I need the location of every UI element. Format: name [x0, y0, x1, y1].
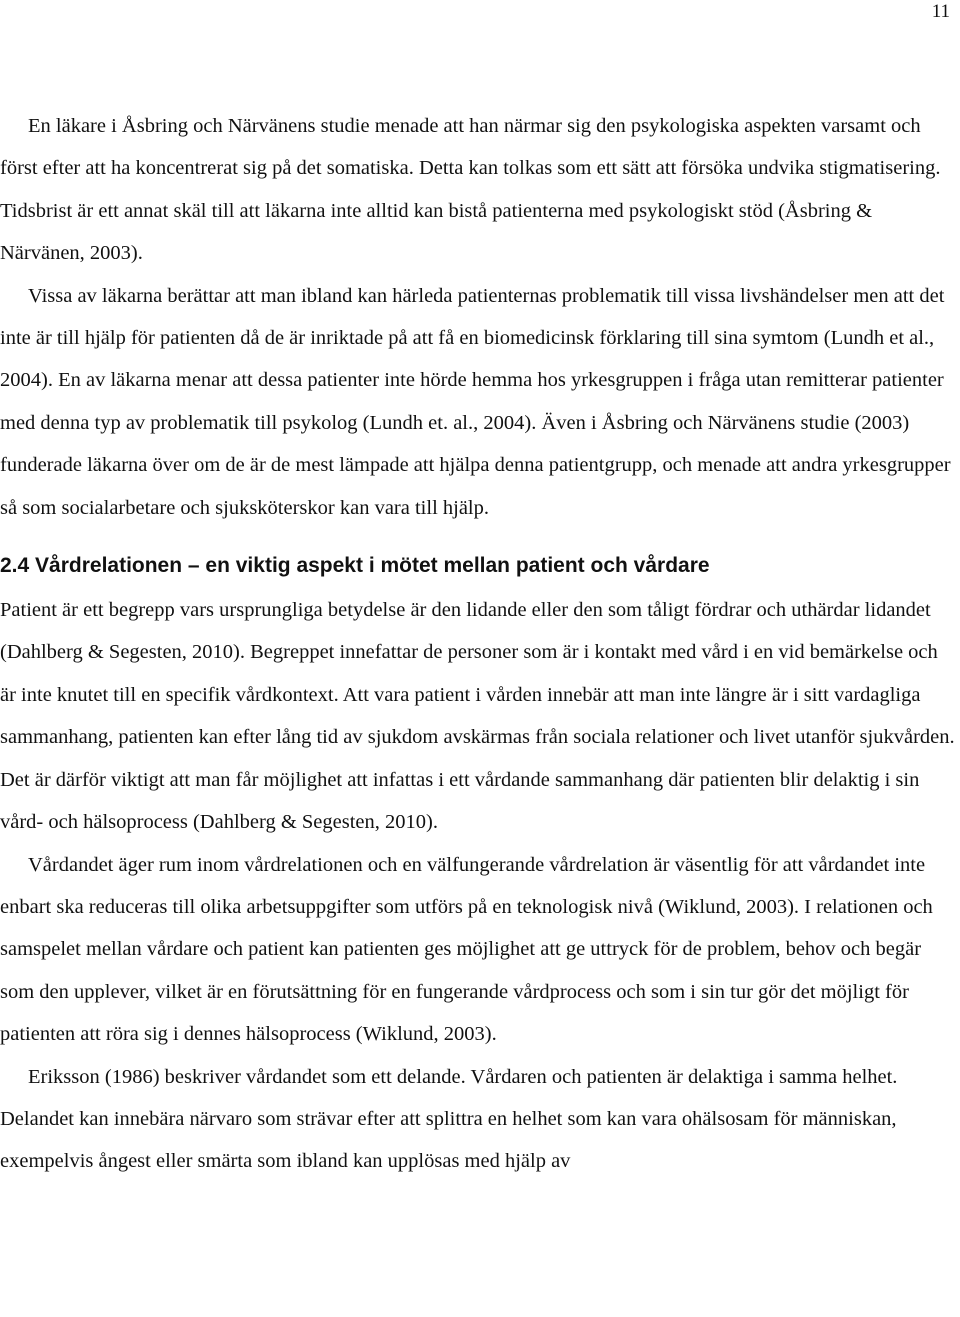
document-body — [0, 105, 955, 1183]
page-number: 11 — [931, 1, 950, 22]
paragraph-patient: Patient är ett begrepp vars ursprungliga betydelse är den lidande eller den som tåligt fördrar och uthärdar lidandet (Dahlberg & Segesten, 2010). Begreppet innefattar de personer som är i kontakt med vård i en vid bemärkelse och är inte knutet till en specifik vårdkontext. Att vara patient i vården innebär att man inte längre är i sitt vardagliga sammanhang, patienten kan efter lång tid av sjukdom avskärmas från sociala relationer och livet utanför sjukvården. Det är därför viktigt att man får möjlighet att infattas i ett vårdande sammanhang där patienten blir delaktig i sin vård- och hälsoprocess (Dahlberg & Segesten, 2010). — [0, 599, 955, 834]
paragraph-text-1: En läkare i Åsbring och Närvänens studie menade att han närmar sig den psykologiska aspekten varsamt och först efter att ha koncentrerat sig på det somatiska. Detta kan tolkas som ett sätt att försöka undvika stigmatisering. Tidsbrist är ett annat skäl till att läkarna inte alltid kan bistå patienterna med psykologiskt stöd (Åsbring & Närvänen, 2003). — [0, 115, 941, 265]
paragraph-eriksson: Eriksson (1986) beskriver vårdandet som ett delande. Vårdaren och patienten är delaktiga i samma helhet. Delandet kan innebära närvaro som strävar efter att splittra en helhet som kan vara ohälsosam för människan, exempelvis ångest eller smärta som ibland kan upplösas med hjälp av — [0, 1065, 898, 1173]
section-heading: 2.4 Vårdrelationen – en viktig aspekt i mötet mellan patient och vårdare — [0, 554, 710, 578]
paragraph-lakarna: Vissa av läkarna berättar att man ibland kan härleda patienternas problematik till vissa livshändelser men att det inte är till hjälp för patienten då de är inriktade på att få en biomedicinsk förklaring till sina symtom (Lundh et al., 2004). En av läkarna menar att dessa patienter inte hörde hemma hos yrkesgruppen i fråga utan remitterar patienter med denna typ av problematik till psykolog (Lundh et. al., 2004). Även i Åsbring och Närvänens studie (2003) funderade läkarna över om de är de mest lämpade att hjälpa denna patientgrupp, och menade att andra yrkesgrupper så som socialarbetare och sjuksköterskor kan vara till hjälp. — [0, 284, 951, 519]
paragraph-asbring-study — [0, 105, 955, 275]
paragraph-vardandet: Vårdandet äger rum inom vårdrelationen och en välfungerande vårdrelation är väsentlig för att vårdandet inte enbart ska reduceras till olika arbetsuppgifter som utförs på en teknologisk nivå (Wiklund, 2003). I relationen och samspelet mellan vårdare och patient kan patienten ges möjlighet att ge uttryck för de problem, behov och begär som den upplever, vilket är en förutsättning för en fungerande vårdprocess och som i sin tur gör det möjligt för patienten att röra sig i dennes hälsoprocess (Wiklund, 2003). — [0, 853, 933, 1046]
